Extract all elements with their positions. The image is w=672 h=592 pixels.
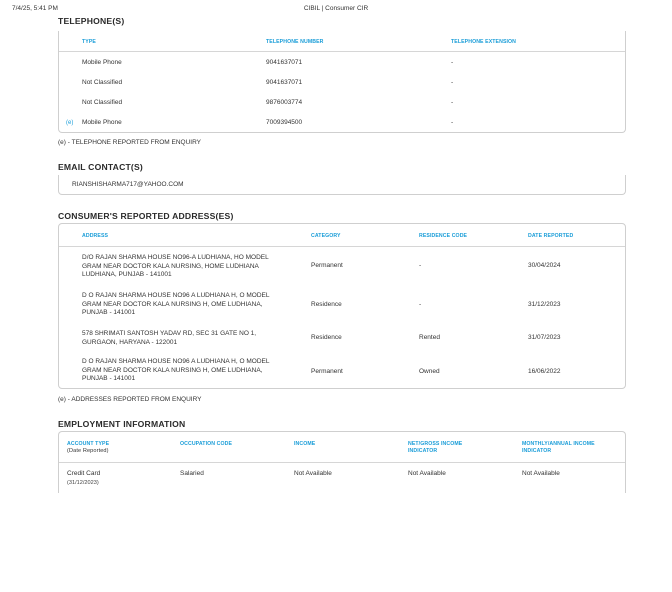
address-residence-code: -	[419, 262, 422, 269]
print-header	[12, 5, 660, 15]
employment-monthly-annual-indicator: Not Available	[522, 470, 560, 477]
enquiry-marker: (e)	[66, 120, 74, 126]
col-header-date-reported: DATE REPORTED	[528, 233, 574, 239]
address-text: 578 SHRIMATI SANTOSH YADAV RD, SEC 31 GATE NO 1, GURGAON, HARYANA - 122001	[82, 330, 257, 346]
header-divider	[59, 462, 625, 463]
addresses-table	[58, 223, 626, 389]
email-value: RIANSHISHARMA717@YAHOO.COM	[72, 181, 184, 188]
col-header-residence-code: RESIDENCE CODE	[419, 233, 468, 239]
header-divider	[59, 51, 625, 52]
addresses-section-title: CONSUMER'S REPORTED ADDRESS(ES)	[58, 211, 234, 221]
address-text: D O RAJAN SHARMA HOUSE NO96 A LUDHIANA H, O MODEL GRAM NEAR DOCTOR KALA NURSING H, OME LUDHIANA, PUNJAB - 141001	[82, 358, 270, 383]
address-text: D O RAJAN SHARMA HOUSE NO96 A LUDHIANA H, O MODEL GRAM NEAR DOCTOR KALA NURSING H, OME LUDHIANA, PUNJAB - 141001	[82, 292, 270, 317]
print-title: CIBIL | Consumer CIR	[303, 5, 369, 12]
col-header-net-gross-indicator: NET/GROSS INCOME INDICATOR	[408, 441, 463, 454]
address-date-reported: 31/12/2023	[528, 301, 561, 308]
employment-occupation-code: Salaried	[180, 470, 204, 477]
address-residence-code: -	[419, 301, 422, 308]
address-category: Permanent	[311, 262, 343, 269]
email-box	[58, 175, 626, 195]
telephone-number: 9876003774	[266, 99, 303, 106]
telephone-extension: -	[451, 119, 454, 126]
telephone-type: Not Classified	[82, 99, 123, 106]
col-header-address: ADDRESS	[82, 233, 109, 239]
col-header-occupation-code: OCCUPATION CODE	[180, 441, 233, 447]
telephone-type: Mobile Phone	[82, 59, 122, 66]
header-divider	[59, 246, 625, 247]
telephone-number: 9041637071	[266, 59, 303, 66]
telephone-number: 7009394500	[266, 119, 303, 126]
telephone-extension: -	[451, 79, 454, 86]
col-header-telephone-extension: TELEPHONE EXTENSION	[451, 39, 517, 45]
telephone-number: 9041637071	[266, 79, 303, 86]
col-header-category: CATEGORY	[311, 233, 341, 239]
col-header-account-type: ACCOUNT TYPE (Date Reported)	[67, 441, 110, 454]
col-header-monthly-annual-indicator: MONTHLY/ANNUAL INCOME INDICATOR	[522, 441, 595, 454]
col-header-income: INCOME	[294, 441, 316, 447]
address-residence-code: Owned	[419, 368, 440, 375]
address-category: Permanent	[311, 368, 343, 375]
addresses-note: (e) - ADDRESSES REPORTED FROM ENQUIRY	[58, 396, 202, 403]
telephone-extension: -	[451, 99, 454, 106]
address-text: D/O RAJAN SHARMA HOUSE NO96-A LUDHIANA, HO MODEL GRAM NEAR DOCTOR KALA NURSING, HOME LUDHIANA LUDHIANA, PUNJAB - 141001	[82, 254, 269, 279]
address-date-reported: 31/07/2023	[528, 334, 561, 341]
telephone-extension: -	[451, 59, 454, 66]
print-date: 7/4/25, 5:41 PM	[12, 5, 58, 12]
telephones-section-title: TELEPHONE(S)	[58, 16, 125, 26]
address-residence-code: Rented	[419, 334, 440, 341]
telephone-type: Not Classified	[82, 79, 123, 86]
employment-account-type: Credit Card (31/12/2023)	[67, 470, 101, 486]
telephones-note: (e) - TELEPHONE REPORTED FROM ENQUIRY	[58, 139, 202, 146]
employment-net-gross-indicator: Not Available	[408, 470, 446, 477]
address-category: Residence	[311, 301, 342, 308]
telephone-type: Mobile Phone	[82, 119, 122, 126]
col-header-type: TYPE	[82, 39, 96, 45]
email-section-title: EMAIL CONTACT(S)	[58, 162, 143, 172]
address-category: Residence	[311, 334, 342, 341]
col-header-telephone-number: TELEPHONE NUMBER	[266, 39, 324, 45]
employment-income: Not Available	[294, 470, 332, 477]
employment-table	[58, 431, 626, 493]
telephones-table	[58, 31, 626, 133]
employment-section-title: EMPLOYMENT INFORMATION	[58, 419, 186, 429]
address-date-reported: 16/06/2022	[528, 368, 561, 375]
address-date-reported: 30/04/2024	[528, 262, 561, 269]
